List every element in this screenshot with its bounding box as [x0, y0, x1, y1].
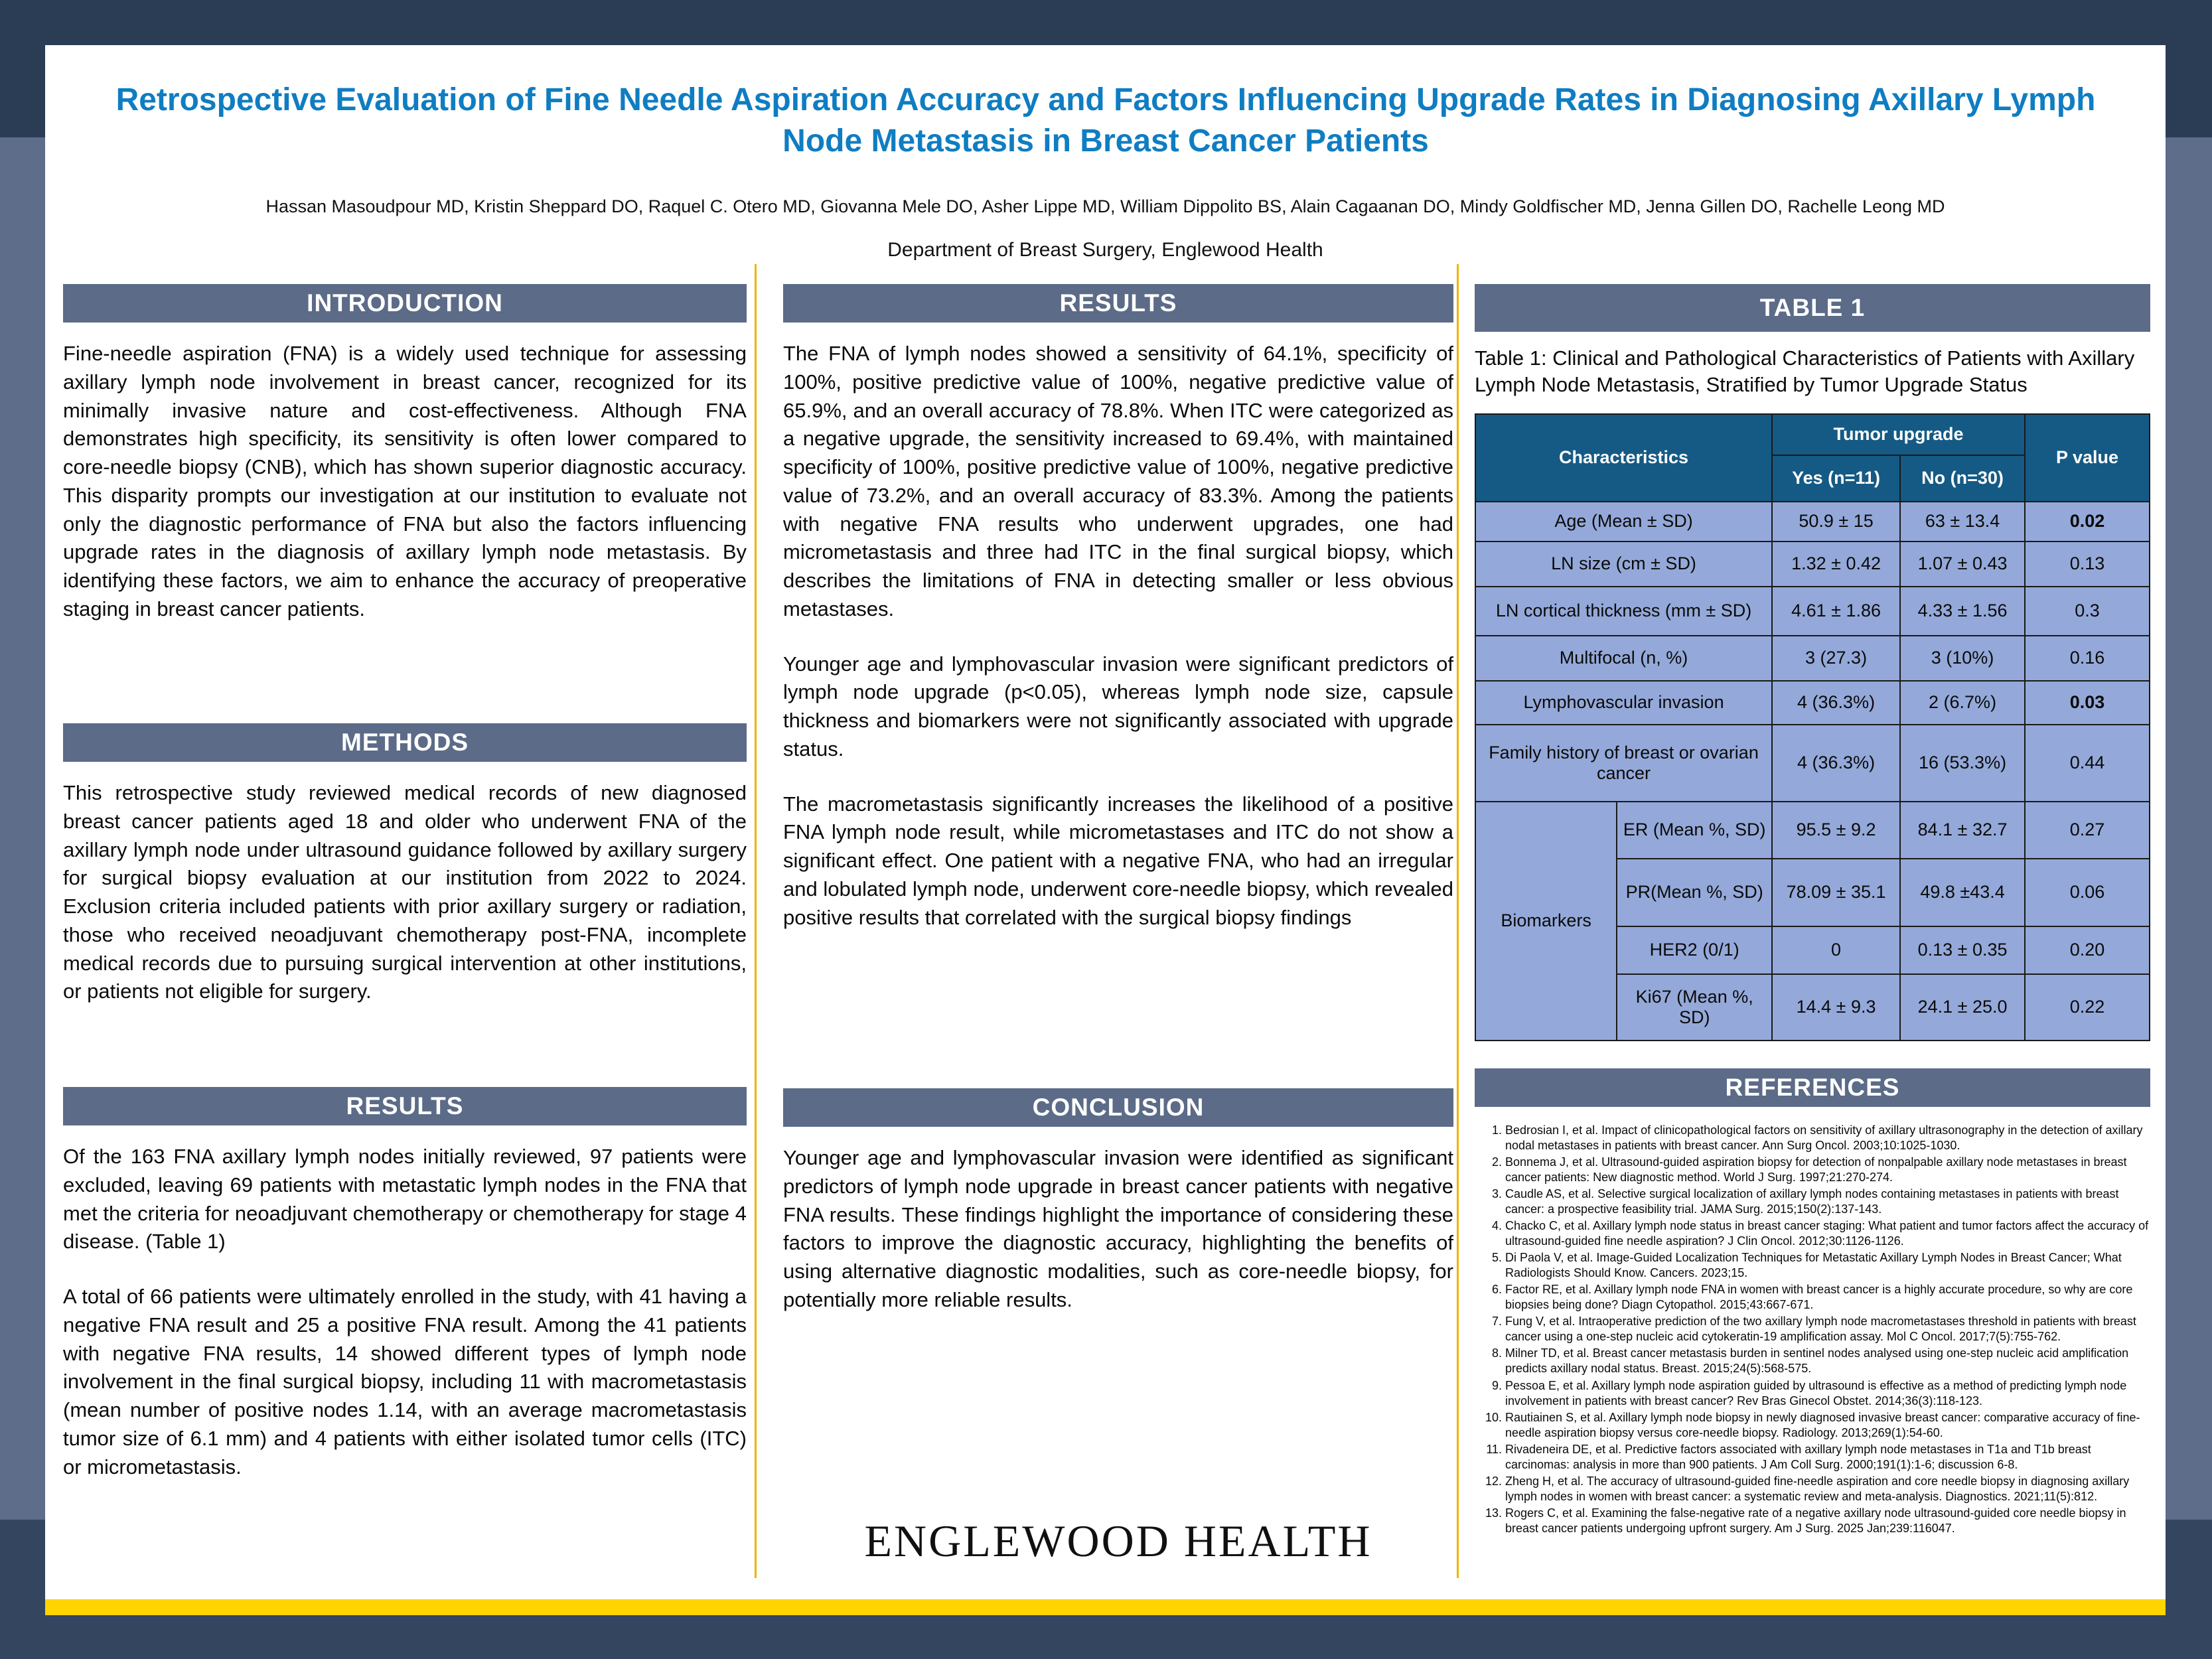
row-no: 63 ± 13.4	[1900, 502, 2025, 541]
conclusion-heading: CONCLUSION	[783, 1088, 1453, 1127]
row-p: 0.16	[2025, 636, 2150, 681]
table1-heading: TABLE 1	[1475, 284, 2150, 332]
row-no: 3 (10%)	[1900, 636, 2025, 681]
row-label: Ki67 (Mean %, SD)	[1617, 974, 1772, 1041]
row-label: LN size (cm ± SD)	[1475, 541, 1772, 587]
reference-item: 2. Bonnema J, et al. Ultrasound-guided aspiration biopsy for detection of nonpalpable axillary node metastases in breast cancer patients: New diagnostic method. World J Surg. 1997;21:270-274.	[1505, 1155, 2150, 1185]
row-no: 24.1 ± 25.0	[1900, 974, 2025, 1041]
column-divider-left	[755, 264, 757, 1578]
row-yes: 50.9 ± 15	[1772, 502, 1900, 541]
row-no: 49.8 ±43.4	[1900, 859, 2025, 926]
reference-item: 12. Zheng H, et al. The accuracy of ultrasound-guided fine-needle aspiration and core needle biopsy in diagnosing axillary lymph nodes in women with breast cancer: a systematic review and meta-analysis. Diagnostics. 2021;11(5):812.	[1505, 1474, 2150, 1504]
methods-text: This retrospective study reviewed medical records of new diagnosed breast cancer patients aged 18 and older who underwent FNA of the axillary lymph node under ultrasound guidance followed by axillary surgery for surgical biopsy evaluation at our institution from 2022 to 2024. Exclusion criteria included patients with prior axillary surgery or radiation, those who received neoadjuvant chemotherapy post-FNA, incomplete medical records due to pursuing surgical intervention at other institutions, or patients not eligible for surgery.	[63, 781, 747, 1003]
table1-header-no: No (n=30)	[1900, 455, 2025, 502]
results-middle-paragraph-1: The FNA of lymph nodes showed a sensitivity of 64.1%, specificity of 100%, positive predictive value of 100%, negative predictive value of 65.9%, and an overall accuracy of 78.8%. When ITC were categorized as a negative upgrade, the sensitivity increased to 69.4%, with maintained specificity of 100%, positive predictive value of 100%, negative predictive value of 73.2%, and an overall accuracy of 83.3%. Among the patients with negative FNA results who underwent upgrades, one had micrometastasis and three had ITC in the final surgical biopsy, which describes the limitations of FNA in detecting smaller or less obvious metastases.	[783, 342, 1453, 620]
row-p: 0.44	[2025, 725, 2150, 802]
poster-title: Retrospective Evaluation of Fine Needle Aspiration Accuracy and Factors Influencing Upgrade Rates in Diagnosing Axillary Lymph Node Metastasis in Breast Cancer Patients	[115, 82, 2096, 159]
row-yes: 4.61 ± 1.86	[1772, 587, 1900, 636]
table1-caption: Table 1: Clinical and Pathological Characteristics of Patients with Axillary Lymph Node Metastasis, Stratified by Tumor Upgrade Status	[1475, 346, 2135, 397]
table-row	[1475, 502, 2150, 541]
introduction-text: Fine-needle aspiration (FNA) is a widely used technique for assessing axillary lymph node involvement in breast cancer, recognized for its minimally invasive nature and cost-effectiveness. Although FNA demonstrates high specificity, its sensitivity is often lower compared to core-needle biopsy (CNB), which has shown superior diagnostic accuracy. This disparity prompts our investigation at our institution to evaluate not only the diagnostic performance of FNA but also the factors influencing upgrade rates in the diagnosis of axillary lymph node metastasis. By identifying these factors, we aim to enhance the accuracy of preoperative staging in breast cancer patients.	[63, 342, 747, 620]
row-yes: 78.09 ± 35.1	[1772, 859, 1900, 926]
table1-header-characteristics: Characteristics	[1475, 414, 1772, 502]
row-label: HER2 (0/1)	[1617, 926, 1772, 974]
reference-item: 8. Milner TD, et al. Breast cancer metastasis burden in sentinel nodes analysed using one-step nucleic acid amplification predicts axillary nodal status. Breast. 2015;24(5):568-575.	[1505, 1346, 2150, 1376]
row-label: Family history of breast or ovarian cancer	[1475, 725, 1772, 802]
reference-item: 11. Rivadeneira DE, et al. Predictive factors associated with axillary lymph node metastases in T1a and T1b breast carcinomas: analysis in more than 900 patients. J Am Coll Surg. 2000;191(1):1-6; discussion 6-8.	[1505, 1442, 2150, 1473]
row-p: 0.02	[2025, 502, 2150, 541]
reference-item: 7. Fung V, et al. Intraoperative prediction of the two axillary lymph node macrometastases threshold in patients with breast cancer using a one-step nucleic acid cytokeratin-19 amplification assay. Mol C Oncol. 2017;7(5):755-762.	[1505, 1314, 2150, 1344]
row-label: PR(Mean %, SD)	[1617, 859, 1772, 926]
reference-item: 9. Pessoa E, et al. Axillary lymph node aspiration guided by ultrasound is effective as a method of predicting lymph node involvement in patients with breast cancer? Rev Bras Ginecol Obstet. 2014;36(3):118-123.	[1505, 1378, 2150, 1409]
results-middle-paragraph-3: The macrometastasis significantly increases the likelihood of a positive FNA lymph node result, while micrometastases and ITC do not show a significant effect. One patient with a negative FNA, who had an irregular and lobulated lymph node, underwent core-needle biopsy, which revealed positive results that correlated with the surgical biopsy findings	[783, 792, 1453, 929]
reference-item: 1. Bedrosian I, et al. Impact of clinicopathological factors on sensitivity of axillary ultrasonography in the detection of axillary nodal metastases in patients with breast cancer. Ann Surg Oncol. 2003;10:1025-1030.	[1505, 1123, 2150, 1153]
row-label: ER (Mean %, SD)	[1617, 802, 1772, 859]
table-row	[1475, 725, 2150, 802]
row-no: 0.13 ± 0.35	[1900, 926, 2025, 974]
row-yes: 3 (27.3)	[1772, 636, 1900, 681]
table-row	[1475, 587, 2150, 636]
row-label: Age (Mean ± SD)	[1475, 502, 1772, 541]
reference-item: 4. Chacko C, et al. Axillary lymph node status in breast cancer staging: What patient and tumor factors affect the accuracy of ultrasound-guided fine needle aspiration? J Clin Oncol. 2012;30:1126-1126.	[1505, 1218, 2150, 1249]
row-p: 0.22	[2025, 974, 2150, 1041]
conclusion-section	[783, 1088, 1453, 1315]
results-middle-heading: RESULTS	[783, 284, 1453, 323]
conclusion-text: Younger age and lymphovascular invasion were identified as significant predictors of lymph node upgrade in breast cancer patients with negative FNA results. These findings highlight the importance of considering these factors to improve the diagnostic accuracy, highlighting the benefits of using alternative diagnostic modalities, such as core-needle biopsy, for potentially more reliable results.	[783, 1146, 1453, 1311]
table-row	[1475, 636, 2150, 681]
table1	[1475, 413, 2150, 1041]
row-p: 0.13	[2025, 541, 2150, 587]
poster-bottom-gold-bar	[45, 1599, 2166, 1615]
row-yes: 14.4 ± 9.3	[1772, 974, 1900, 1041]
biomarkers-group-label: Biomarkers	[1475, 802, 1617, 1041]
table-row	[1475, 681, 2150, 725]
results-left-section	[63, 1087, 747, 1481]
row-yes: 1.32 ± 0.42	[1772, 541, 1900, 587]
row-yes: 4 (36.3%)	[1772, 725, 1900, 802]
row-yes: 0	[1772, 926, 1900, 974]
row-label: Multifocal (n, %)	[1475, 636, 1772, 681]
englewood-health-logo: ENGLEWOOD HEALTH	[864, 1516, 1372, 1566]
row-yes: 95.5 ± 9.2	[1772, 802, 1900, 859]
row-no: 16 (53.3%)	[1900, 725, 2025, 802]
poster-affiliation: Department of Breast Surgery, Englewood Health	[887, 239, 1323, 261]
column-divider-right	[1457, 264, 1459, 1578]
column-middle	[783, 284, 1453, 1599]
introduction-heading: INTRODUCTION	[63, 284, 747, 323]
results-middle-section	[783, 284, 1453, 932]
references-section	[1475, 1068, 2150, 1538]
row-yes: 4 (36.3%)	[1772, 681, 1900, 725]
references-list	[1475, 1123, 2150, 1536]
reference-item: 5. Di Paola V, et al. Image-Guided Localization Techniques for Metastatic Axillary Lymph Nodes in Breast Cancer; What Radiologists Should Know. Cancers. 2023;15.	[1505, 1250, 2150, 1281]
results-middle-paragraph-2: Younger age and lymphovascular invasion were significant predictors of lymph node upgrade (p<0.05), whereas lymph node size, capsule thickness and biomarkers were not significantly associated with upgrade status.	[783, 652, 1453, 760]
row-no: 1.07 ± 0.43	[1900, 541, 2025, 587]
column-right	[1475, 284, 2150, 1599]
reference-item: 6. Factor RE, et al. Axillary lymph node FNA in women with breast cancer is a highly accurate procedure, so why are core biopsies being done? Diagn Cytopathol. 2015;43:667-671.	[1505, 1282, 2150, 1313]
row-label: LN cortical thickness (mm ± SD)	[1475, 587, 1772, 636]
table1-header-tumor-upgrade: Tumor upgrade	[1772, 414, 2025, 455]
row-p: 0.27	[2025, 802, 2150, 859]
table1-header-yes: Yes (n=11)	[1772, 455, 1900, 502]
row-p: 0.03	[2025, 681, 2150, 725]
row-label: Lymphovascular invasion	[1475, 681, 1772, 725]
row-no: 84.1 ± 32.7	[1900, 802, 2025, 859]
results-left-heading: RESULTS	[63, 1087, 747, 1125]
references-heading: REFERENCES	[1475, 1068, 2150, 1107]
reference-item: 3. Caudle AS, et al. Selective surgical localization of axillary lymph nodes containing metastases in patients with breast cancer: a prospective feasibility trial. JAMA Surg. 2015;150(2):137-143.	[1505, 1187, 2150, 1217]
row-p: 0.20	[2025, 926, 2150, 974]
table-row	[1475, 541, 2150, 587]
row-no: 2 (6.7%)	[1900, 681, 2025, 725]
row-no: 4.33 ± 1.56	[1900, 587, 2025, 636]
table1-section	[1475, 284, 2150, 1041]
results-left-paragraph-1: Of the 163 FNA axillary lymph nodes initially reviewed, 97 patients were excluded, leaving 69 patients with metastatic lymph nodes in the FNA that met the criteria for neoadjuvant chemotherapy or chemotherapy for stage 4 disease. (Table 1)	[63, 1145, 747, 1254]
reference-item: 10. Rautiainen S, et al. Axillary lymph node biopsy in newly diagnosed invasive breast cancer: comparative accuracy of fine-needle aspiration biopsy versus core-needle biopsy. Radiology. 2013;269(1):54-60.	[1505, 1410, 2150, 1441]
table1-header-p-value: P value	[2025, 414, 2150, 502]
reference-item: 13. Rogers C, et al. Examining the false-negative rate of a negative axillary node ultrasound-guided core needle biopsy in breast cancer patients undergoing upfront surgery. Am J Surg. 2025 Jan;239:116047.	[1505, 1506, 2150, 1536]
introduction-section	[63, 284, 747, 624]
row-p: 0.06	[2025, 859, 2150, 926]
column-left	[63, 284, 747, 1599]
methods-section	[63, 723, 747, 1006]
methods-heading: METHODS	[63, 723, 747, 762]
poster-panel	[45, 45, 2166, 1599]
row-p: 0.3	[2025, 587, 2150, 636]
results-left-paragraph-2: A total of 66 patients were ultimately enrolled in the study, with 41 having a negative FNA result and 25 a positive FNA result. Among the 41 patients with negative FNA results, 14 showed different types of lymph node involvement in the final surgical biopsy, including 11 with macrometastasis (mean number of positive nodes 1.14, with an average macrometastasis tumor size of 6.1 mm) and 4 patients with either isolated tumor cells (ITC) or micrometastasis.	[63, 1285, 747, 1479]
poster-authors: Hassan Masoudpour MD, Kristin Sheppard DO, Raquel C. Otero MD, Giovanna Mele DO, Asher Lippe MD, William Dippolito BS, Alain Cagaanan DO, Mindy Goldfischer MD, Jenna Gillen DO, Rachelle Leong MD	[265, 196, 1945, 216]
table-row	[1475, 802, 2150, 859]
